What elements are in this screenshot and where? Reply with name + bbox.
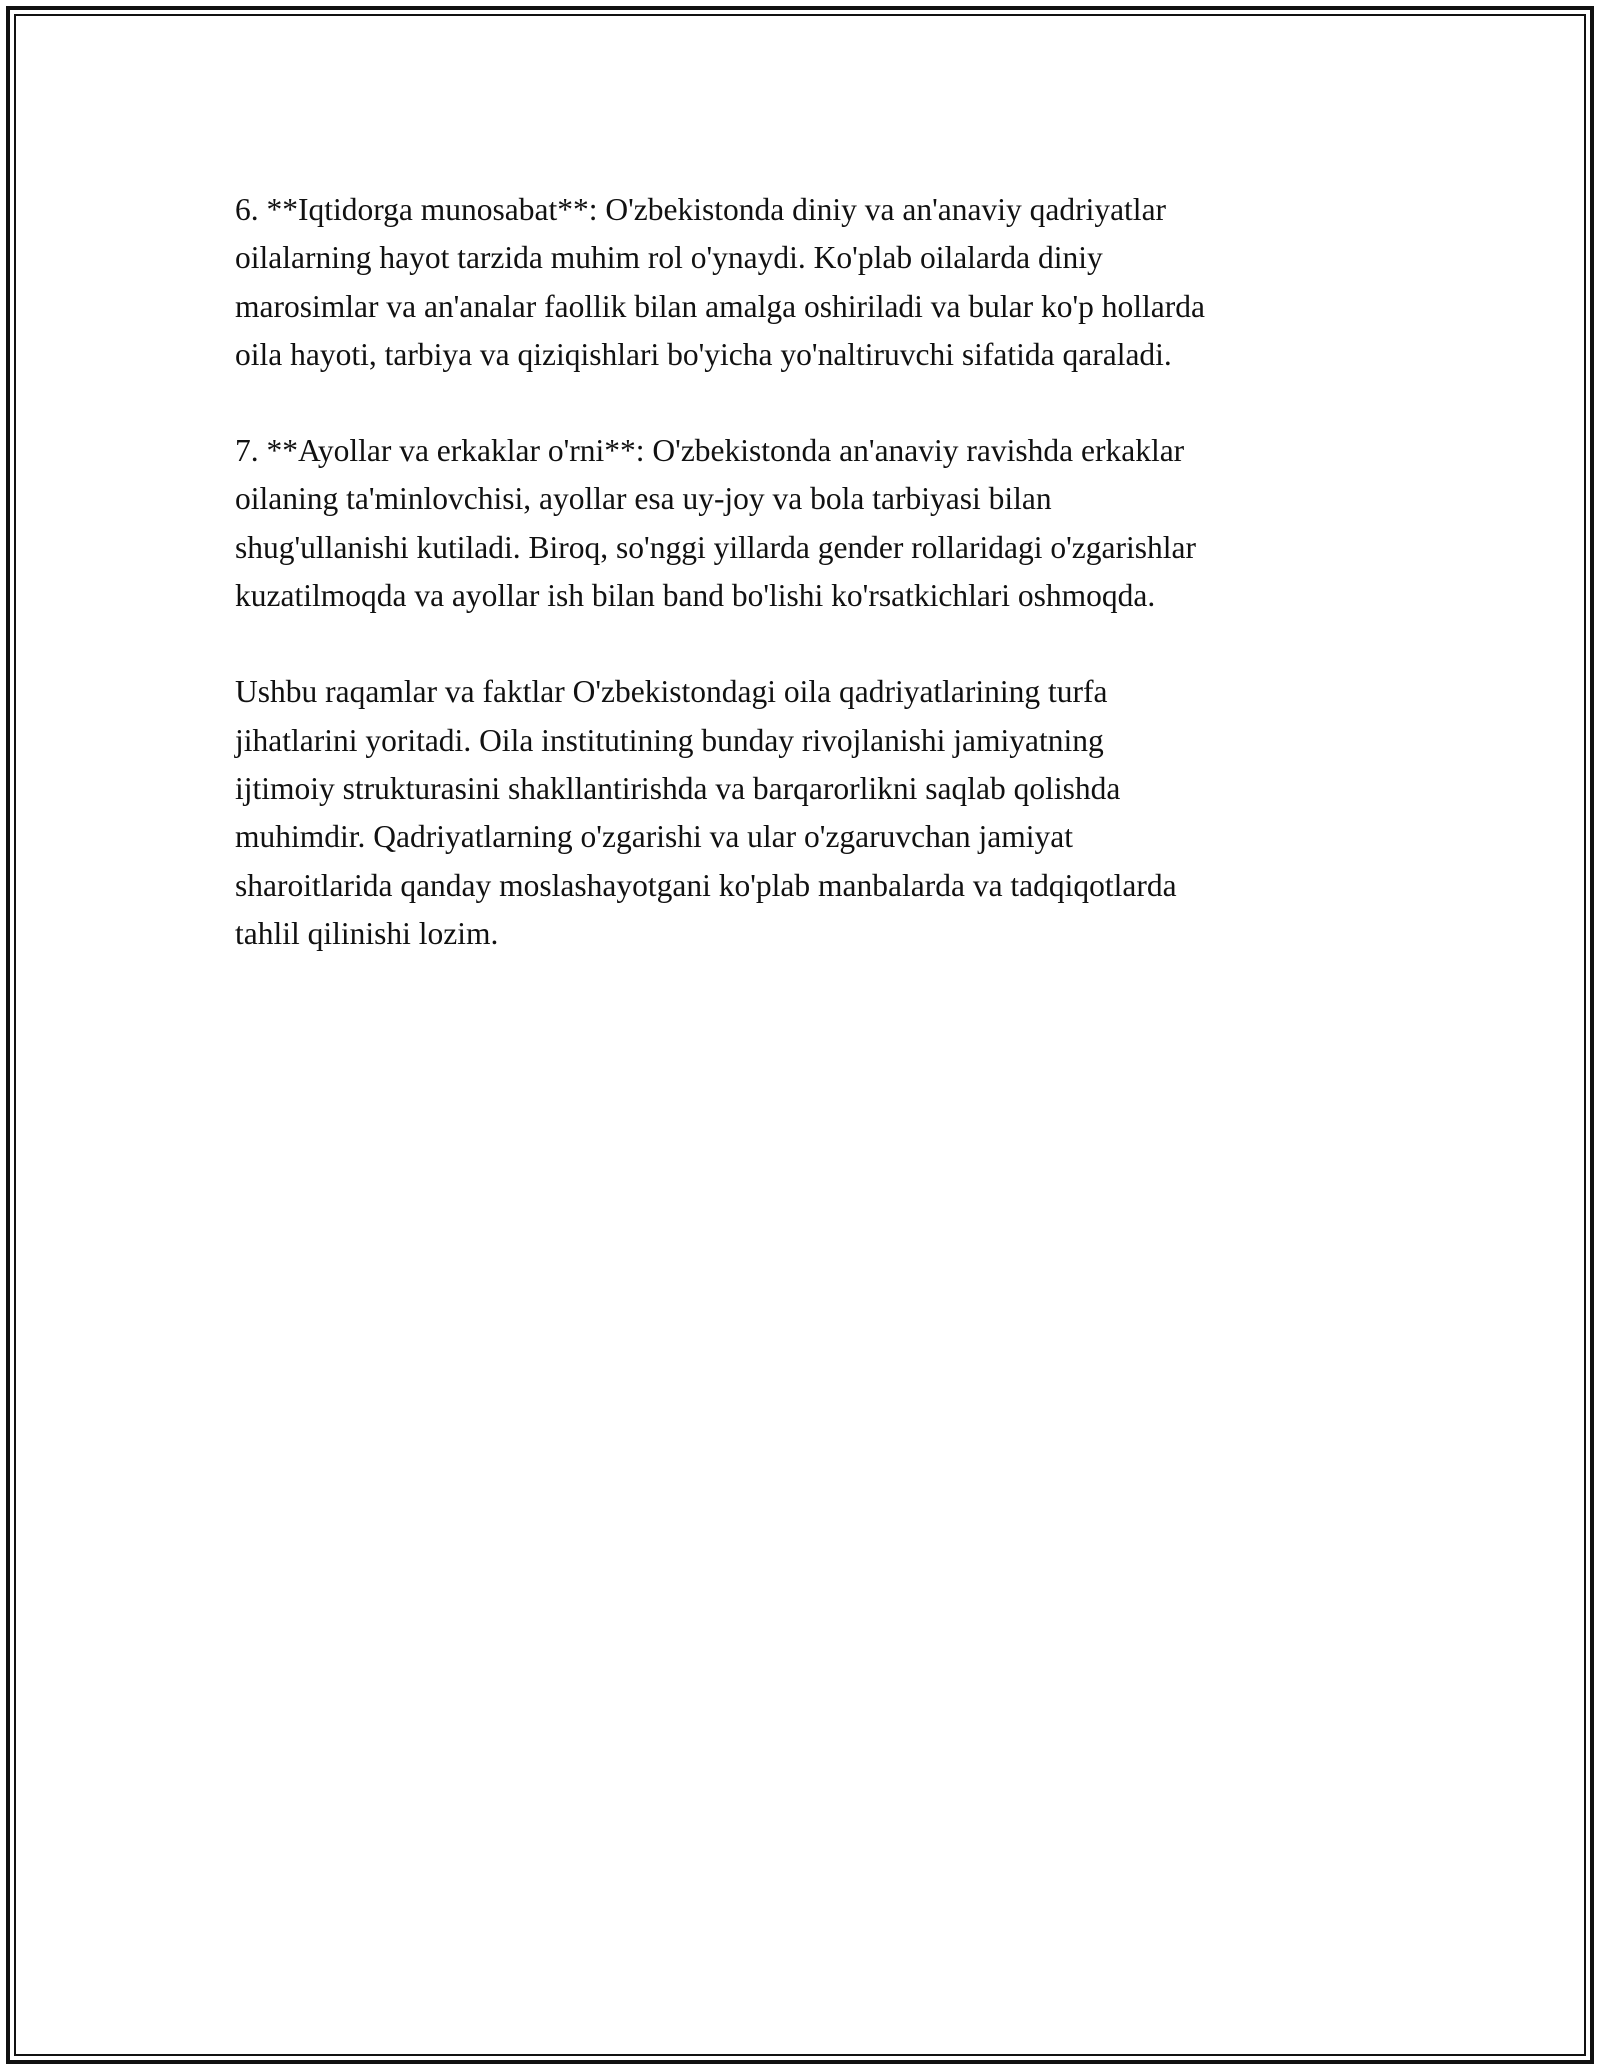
document-body — [235, 186, 1390, 1006]
paragraph-item-6: 6. **Iqtidorga munosabat**: O'zbekistonda diniy va an'anaviy qadriyatlar oilalarning hayot tarzida muhim rol o'ynaydi. Ko'plab oilalarda diniy marosimlar va an'analar faollik bilan amalga oshiriladi va bular ko'p hollarda oila hayoti, tarbiya va qiziqishlari bo'yicha yo'naltiruvchi sifatida qaraladi. — [235, 192, 1206, 372]
paragraph-conclusion: Ushbu raqamlar va faktlar O'zbekistondagi oila qadriyatlarining turfa jihatlarini yoritadi. Oila institutining bunday rivojlanishi jamiyatning ijtimoiy strukturasini shakllantirishda va barqarorlikni saqlab qolishda muhimdir. Qadriyatlarning o'zgarishi va ular o'zgaruvchan jamiyat sharoitlarida qanday moslashayotgani ko'plab manbalarda va tadqiqotlarda tahlil qilinishi lozim. — [235, 674, 1177, 951]
paragraph-item-7: 7. **Ayollar va erkaklar o'rni**: O'zbekistonda an'anaviy ravishda erkaklar oilaning ta'minlovchisi, ayollar esa uy-joy va bola tarbiyasi bilan shug'ullanishi kutiladi. Biroq, so'nggi yillarda gender rollaridagi o'zgarishlar kuzatilmoqda va ayollar ish bilan band bo'lishi ko'rsatkichlari oshmoqda. — [235, 433, 1196, 614]
